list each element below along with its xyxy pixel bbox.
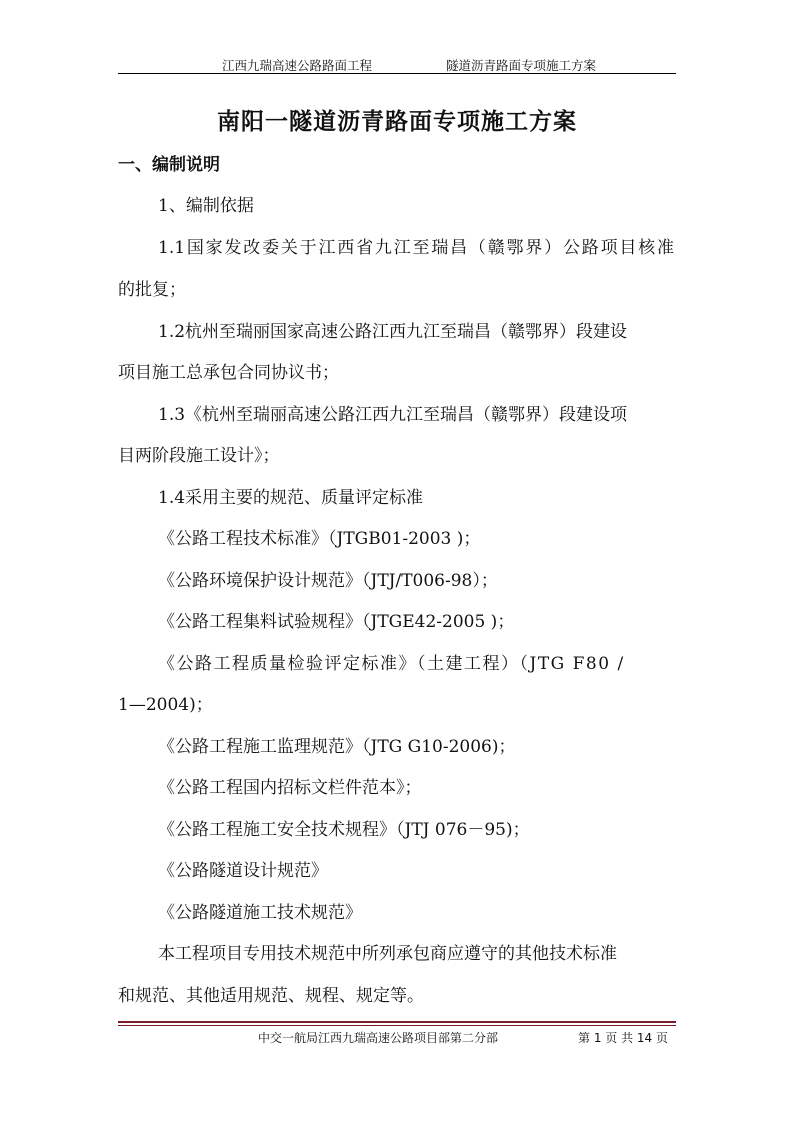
standard-item: 《公路工程施工监理规范》（JTG G10-2006)；: [158, 737, 516, 757]
standard-item: 《公路隧道施工技术规范》: [158, 903, 362, 923]
document-title: 南阳一隧道沥青路面专项施工方案: [217, 108, 577, 135]
header-document-name: 隧道沥青路面专项施工方案: [446, 58, 597, 73]
standard-item: 《公路工程技术标准》（JTGB01-2003 )；: [158, 529, 481, 549]
page-header: [118, 56, 676, 74]
standard-item: 《公路工程施工安全技术规程》（JTJ 076－95)；: [158, 820, 530, 840]
paragraph-line: 的批复；: [118, 280, 186, 300]
footer-divider-thin: [118, 1025, 676, 1026]
standard-item: 《公路工程国内招标文栏件范本》；: [158, 778, 422, 798]
standard-item: 《公路工程质量检验评定标准》（土建工程）（JTG F80 /: [158, 654, 625, 674]
paragraph-line: 1.2杭州至瑞丽国家高速公路江西九江至瑞昌（赣鄂界）段建设: [158, 322, 628, 342]
page-footer: [118, 1029, 676, 1047]
footer-organization: 中交一航局江西九瑞高速公路项目部第二分部: [258, 1031, 499, 1045]
header-project-name: 江西九瑞高速公路路面工程: [222, 58, 373, 73]
paragraph-line: 本工程项目专用技术规范中所列承包商应遵守的其他技术标准: [158, 944, 617, 964]
paragraph-line: 项目施工总承包合同协议书；: [118, 363, 339, 383]
paragraph-line: 1.1国家发改委关于江西省九江至瑞昌（赣鄂界）公路项目核准: [158, 238, 674, 258]
paragraph-line: 目两阶段施工设计》；: [118, 446, 280, 466]
section-heading: 一、编制说明: [118, 155, 220, 175]
paragraph-line: 1.4采用主要的规范、质量评定标准: [158, 488, 424, 508]
standard-item: 《公路工程集料试验规程》（JTGE42-2005 )；: [158, 612, 515, 632]
footer-page-number: 第 1 页 共 14 页: [578, 1031, 668, 1045]
standard-item: 《公路环境保护设计规范》（JTJ/T006-98）；: [158, 571, 498, 591]
paragraph-line: 1.3《杭州至瑞丽高速公路江西九江至瑞昌（赣鄂界）段建设项: [158, 405, 628, 425]
paragraph-line: 和规范、其他适用规范、规程、规定等。: [118, 986, 424, 1006]
footer-divider-thick: [118, 1021, 676, 1023]
standard-item: 《公路隧道设计规范》: [158, 861, 328, 881]
subsection-heading: 1、编制依据: [158, 196, 254, 216]
header-divider: [118, 73, 676, 74]
standard-item: 1—2004)；: [118, 695, 213, 715]
